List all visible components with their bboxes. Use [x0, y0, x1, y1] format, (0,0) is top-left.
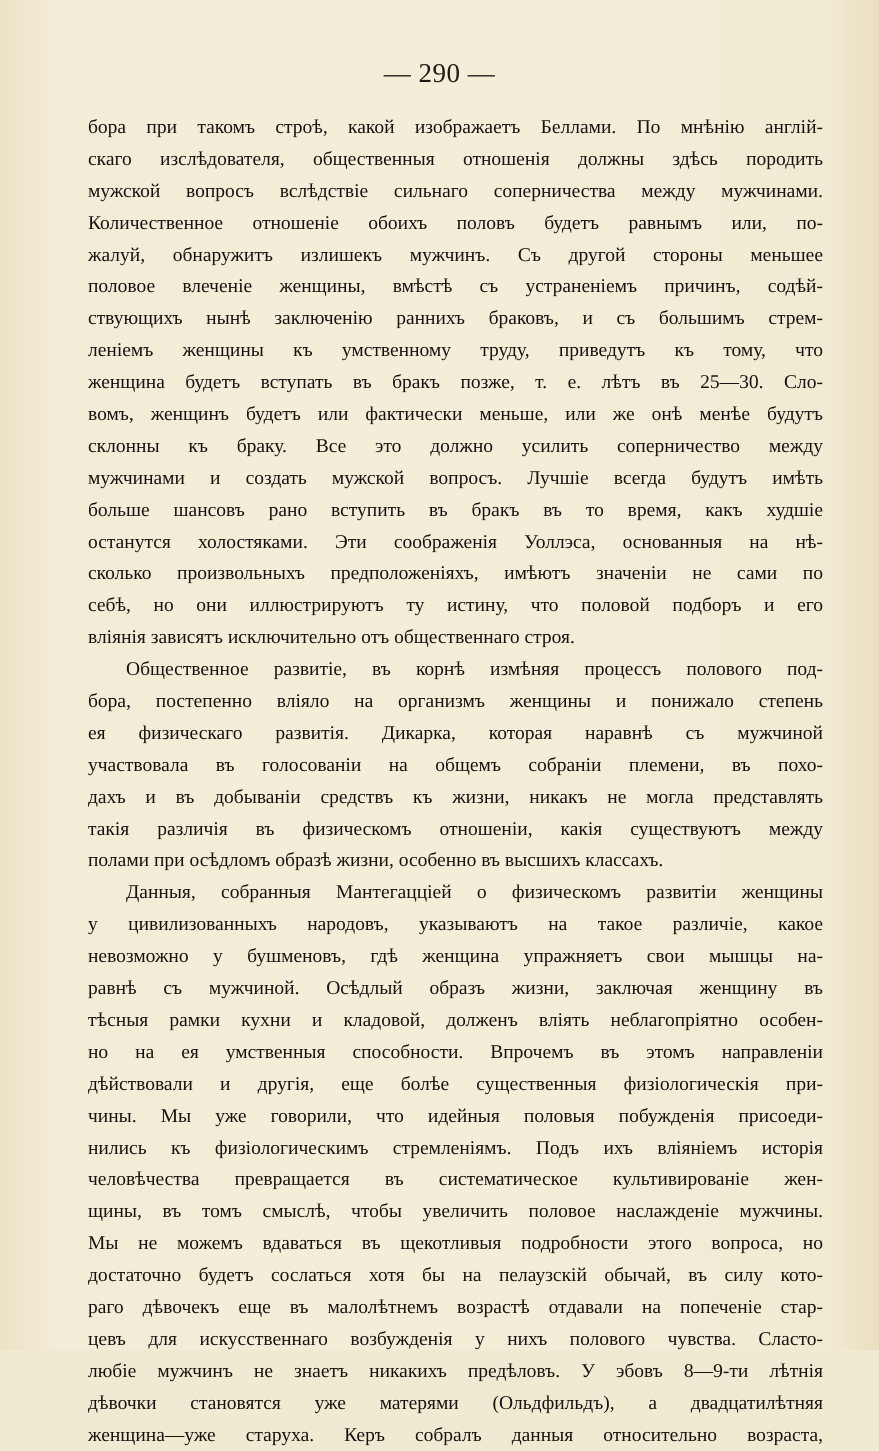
text-line: но на ея умственныя способности. Впрочемъ въ этомъ направленіи — [88, 1041, 823, 1063]
text-line: полами при осѣдломъ образѣ жизни, особенно въ высшихъ классахъ. — [88, 850, 664, 872]
text-line: мужской вопросъ вслѣдствіе сильнаго соперничества между мужчинами. — [88, 180, 823, 202]
text-line: участвовала въ голосованіи на общемъ собраніи племени, въ похо- — [88, 754, 823, 776]
text-line: вомъ, женщинъ будетъ или фактически меньше, или же онѣ менѣе будутъ — [88, 404, 823, 426]
text-line: бора, постепенно вліяло на организмъ женщины и понижало степень — [88, 691, 823, 713]
text-line: Мы не можемъ вдаваться въ щекотливыя подробности этого вопроса, но — [88, 1233, 823, 1255]
text-line: останутся холостяками. Эти соображенія Уоллэса, основанныя на нѣ- — [88, 531, 823, 553]
text-line: чины. Мы уже говорили, что идейныя половыя побужденія присоеди- — [88, 1105, 823, 1127]
text-line: женщина будетъ вступать въ бракъ позже, т. е. лѣтъ въ 25—30. Сло- — [88, 372, 823, 394]
body-text — [88, 112, 823, 1451]
text-line: вліянія зависятъ исключительно отъ общественнаго строя. — [88, 627, 575, 649]
text-line: больше шансовъ рано вступить въ бракъ въ то время, какъ худшіе — [88, 499, 823, 521]
text-line: дѣйствовали и другія, еще болѣе существенныя физіологическія при- — [88, 1073, 823, 1095]
text-line: дахъ и въ добываніи средствъ къ жизни, никакъ не могла представлять — [88, 786, 823, 808]
text-line: нились къ физіологическимъ стремленіямъ. Подъ ихъ вліяніемъ исторія — [88, 1137, 823, 1159]
text-line: Количественное отношеніе обоихъ половъ будетъ равнымъ или, по- — [88, 212, 823, 234]
page-number: — 290 — — [383, 58, 496, 88]
text-line: тѣсныя рамки кухни и кладовой, долженъ вліять неблагопріятно особен- — [88, 1009, 823, 1031]
text-line: жалуй, обнаружитъ излишекъ мужчинъ. Съ другой стороны меньшее — [88, 244, 823, 266]
text-line: равнѣ съ мужчиной. Осѣдлый образъ жизни, заключая женщину въ — [88, 978, 823, 1000]
text-line: половое влеченіе женщины, вмѣстѣ съ устраненіемъ причинъ, содѣй- — [88, 276, 823, 298]
text-line: любіе мужчинъ не знаетъ никакихъ предѣловъ. У эбовъ 8—9-ти лѣтнія — [88, 1360, 823, 1382]
text-line: невозможно у бушменовъ, гдѣ женщина упражняетъ свои мышцы на- — [88, 946, 823, 968]
text-line: мужчинами и создать мужской вопросъ. Лучшіе всегда будутъ имѣть — [88, 467, 823, 489]
text-line: человѣчества превращается въ систематическое культивированіе жен- — [88, 1169, 823, 1191]
text-line: скаго изслѣдователя, общественныя отношенія должны здѣсь породить — [88, 148, 823, 170]
text-line: женщина—уже старуха. Керъ собралъ данныя относительно возраста, — [88, 1424, 823, 1446]
text-line: склонны къ браку. Все это должно усилить соперничество между — [88, 435, 823, 457]
text-line: у цивилизованныхъ народовъ, указываютъ на такое различіе, какое — [88, 914, 823, 936]
text-line: раго дѣвочекъ еще въ малолѣтнемъ возрастѣ отдавали на попеченіе стар- — [88, 1296, 823, 1318]
text-line: ея физическаго развитія. Дикарка, которая наравнѣ съ мужчиной — [88, 722, 823, 744]
text-line: дѣвочки становятся уже матерями (Ольдфильдъ), а двадцатилѣтняя — [88, 1392, 823, 1414]
text-line: бора при такомъ строѣ, какой изображаетъ Беллами. По мнѣнію англій- — [88, 117, 823, 138]
text-line: цевъ для искусственнаго возбужденія у нихъ полового чувства. Сласто- — [88, 1328, 823, 1350]
text-line: такія различія въ физическомъ отношеніи, какія существуютъ между — [88, 818, 823, 840]
text-line: Общественное развитіе, въ корнѣ измѣняя процессъ полового под- — [126, 659, 823, 681]
text-line: щины, въ томъ смыслѣ, чтобы увеличить половое наслажденіе мужчины. — [88, 1201, 823, 1223]
text-line: достаточно будетъ сослаться хотя бы на пелаузскій обычай, въ силу кото- — [88, 1265, 823, 1287]
text-line: сколько произвольныхъ предположеніяхъ, имѣютъ значеніи не сами по — [88, 563, 823, 585]
text-line: ствующихъ нынѣ заключенію раннихъ браковъ, и съ большимъ стрем- — [88, 308, 823, 330]
text-line: себѣ, но они иллюстрируютъ ту истину, что половой подборъ и его — [88, 595, 823, 617]
text-line: Данныя, собранныя Мантегацціей о физическомъ развитіи женщины — [126, 882, 823, 904]
text-line: леніемъ женщины къ умственному труду, приведутъ къ тому, что — [88, 340, 823, 362]
